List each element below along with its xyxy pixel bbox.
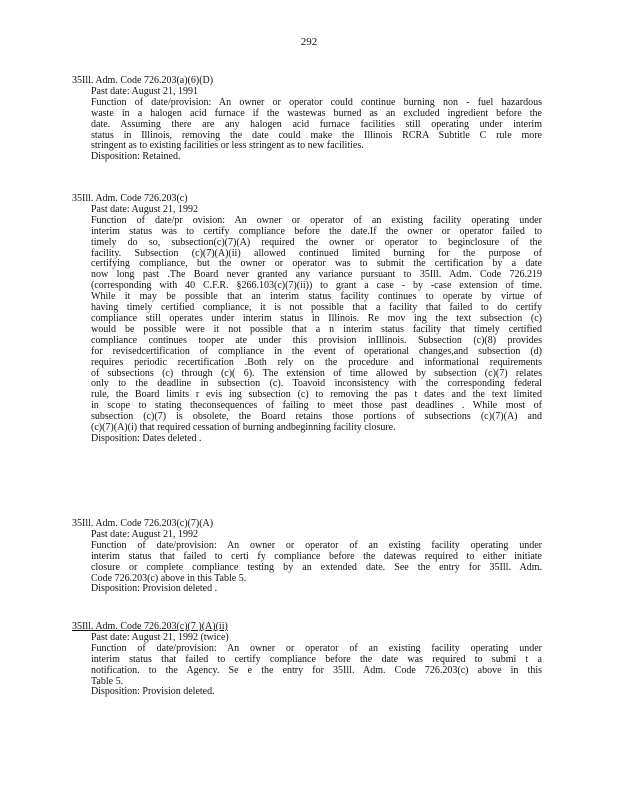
entry-citation: 35Ill. Adm. Code 726.203(a)(6)(D) xyxy=(72,75,214,86)
text-line: compliance continues tooper ate under this provision inIllinois. Subsection (c)(8) provides xyxy=(91,334,542,346)
entry-body xyxy=(72,633,542,698)
text-line: While it may be possible that an interim status facility continues to operate by virtue of xyxy=(91,291,542,303)
entry-body xyxy=(72,87,542,163)
text-line: certifying compliance, but the owner or operator was to submit the certification by a date xyxy=(91,258,542,270)
text-line: closure or complete compliance testing by an extended date. See the entry for 35Ill. Adm. xyxy=(91,561,542,573)
entry-citation: 35Ill. Adm. Code 726.203(c)(7 )(A)(ii) xyxy=(72,621,228,632)
disposition: Disposition: Dates deleted . xyxy=(91,432,202,444)
text-line: requires periodic recertification .Both rely on the procedure and informational requirements xyxy=(91,356,542,368)
text-line: waste in a halogen acid furnace if the wastewas burned as an excluded ingredient before the xyxy=(91,107,542,119)
past-date: Past date: August 21, 1992 (twice) xyxy=(91,631,229,643)
entry-726-203-c-7-a xyxy=(72,519,542,595)
text-line: now long past .The Board never granted any variance pursuant to 35Ill. Adm. Code 726.219 xyxy=(91,269,542,281)
text-line: stringent as to existing facilities or less stringent as to new facilities. xyxy=(91,140,364,152)
text-line: Table 5. xyxy=(91,675,124,687)
entry-726-203-a-6-d xyxy=(72,76,542,163)
disposition: Disposition: Provision deleted . xyxy=(91,583,218,595)
text-line: rule, the Board limits r evis ing subsection (c) to removing the pas t dates and the text limited xyxy=(91,389,542,401)
text-line: for revisedcertification of compliance in the event of operational changes,and subsection (d) xyxy=(91,345,542,357)
entry-citation: 35Ill. Adm. Code 726.203(c) xyxy=(72,193,188,204)
entry-citation: 35Ill. Adm. Code 726.203(c)(7)(A) xyxy=(72,518,214,529)
entry-body xyxy=(72,205,542,445)
page-number: 292 xyxy=(300,36,318,48)
text-line: only to the deadline in subsection (c). Toavoid inconsistency with the corresponding federal xyxy=(91,378,542,390)
text-line: having timely certified compliance, it is not possible that a facility that failed to do certify xyxy=(91,302,542,314)
text-line: Code 726.203(c) above in this Table 5. xyxy=(91,572,247,584)
text-line: timely do so, subsection(c)(7)(A) required the owner or operator to beginclosure of the xyxy=(91,236,542,248)
text-line: status in Illinois, removing the date could make the Illinois RCRA Subtitle C rule more xyxy=(91,129,542,141)
text-line: facility. Subsection (c)(7)(A)(ii) allowed continued limited burning for the purpose of xyxy=(91,247,542,259)
past-date: Past date: August 21, 1992 xyxy=(91,203,198,215)
text-line: in scope to stating theconsequences of failing to meet those past deadlines . While most of xyxy=(91,400,542,412)
disposition: Disposition: Provision deleted. xyxy=(91,686,215,698)
entry-726-203-c xyxy=(72,194,542,445)
disposition: Disposition: Retained. xyxy=(91,151,181,163)
text-line: interim status that failed to certify compliance before the date was required to submi t a xyxy=(91,653,542,665)
entry-726-203-c-7-a-ii xyxy=(72,622,542,698)
text-line: (corresponding with 40 C.F.R. §266.103(c)(7)(ii)) to grant a case - by -case extension of time. xyxy=(91,280,542,292)
entry-body xyxy=(72,530,542,595)
text-line: Function of date/provision: An owner or operator of an existing facility operating under xyxy=(91,539,542,551)
past-date: Past date: August 21, 1992 xyxy=(91,528,198,540)
text-line: compliance still operates under interim status in Illinois. Re mov ing the text subsection (c) xyxy=(91,312,542,324)
text-line: Function of date/provision: An owner or operator could continue burning non - fuel hazardous xyxy=(91,96,542,108)
text-line: subsection (c)(7) is obsolete, the Board retains those portions of subsections (c)(7)(A) and xyxy=(91,411,542,423)
text-line: date. Assuming there are any halogen acid furnace facilities still operating under interim xyxy=(91,118,542,130)
text-line: interim status that failed to certi fy compliance before the datewas required to either initiate xyxy=(91,550,542,562)
text-line: (c)(7)(A)(i) that required cessation of burning andbeginning facility closure. xyxy=(91,422,396,434)
text-line: Function of date/pr ovision: An owner or operator of an existing facility operating under xyxy=(91,214,542,226)
text-line: would be possible were it not possible that a n interim status facility that timely certified xyxy=(91,323,542,335)
text-line: of subsections (c) through (c)( 6). The extension of time allowed by subsection (c)(7) relates xyxy=(91,367,542,379)
text-line: interim status was to certify compliance before the date.If the owner or operator failed to xyxy=(91,225,542,237)
text-line: Function of date/provision: An owner or operator of an existing facility operating under xyxy=(91,642,542,654)
past-date: Past date: August 21, 1991 xyxy=(91,85,198,97)
text-line: notification. to the Agency. Se e the entry for 35Ill. Adm. Code 726.203(c) above in this xyxy=(91,664,542,676)
